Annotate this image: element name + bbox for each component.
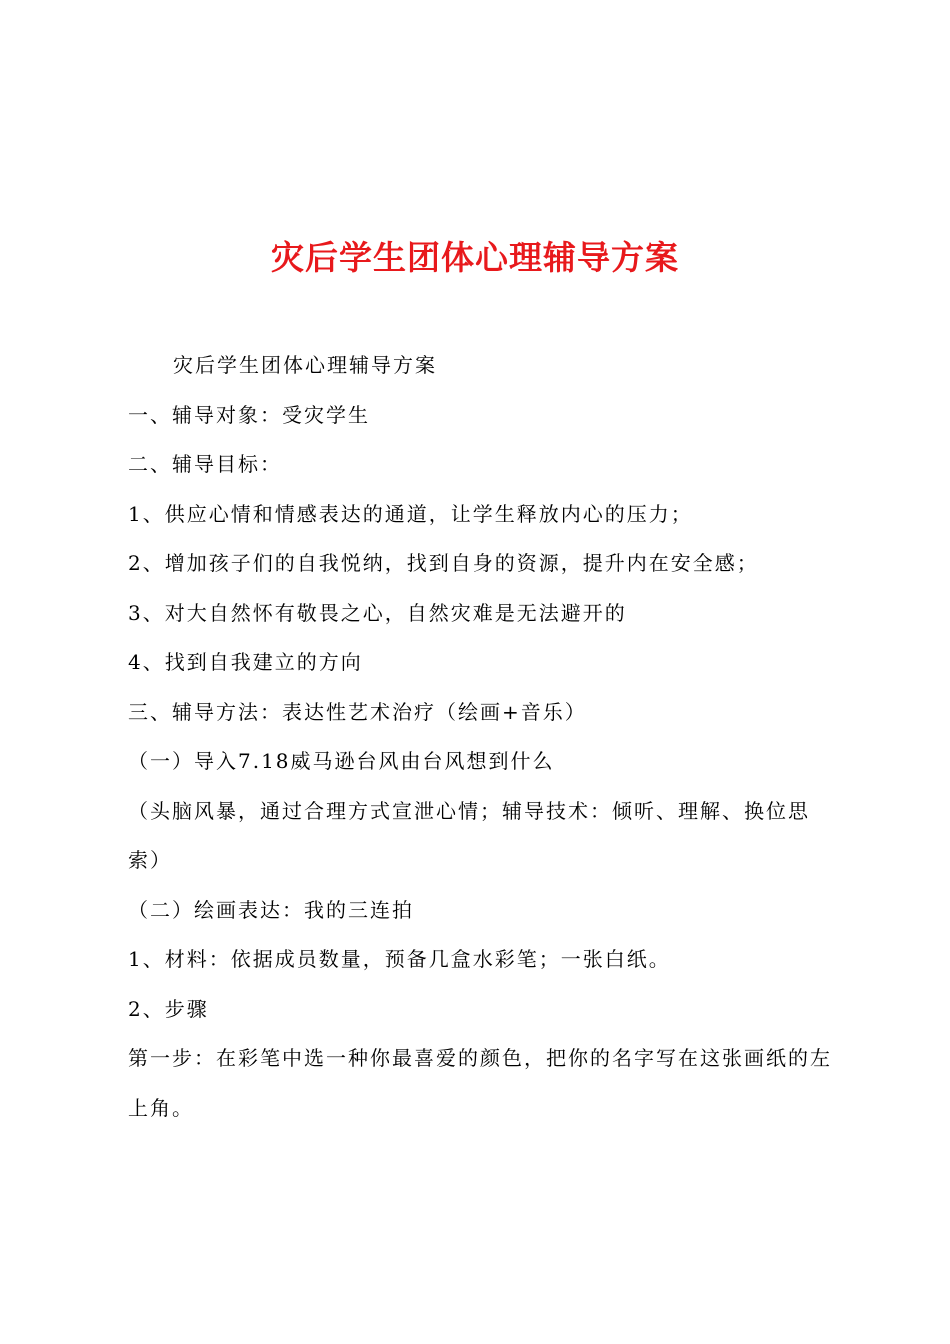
paragraph-steps: 2、步骤 — [128, 996, 209, 1021]
paragraph-goal-4: 4、找到自我建立的方向 — [128, 650, 363, 674]
paragraph-section-1: （一）导入7.18威马逊台风由台风想到什么 — [128, 749, 555, 773]
paragraph-subtitle: 灾后学生团体心理辅导方案 — [173, 353, 437, 377]
paragraph-method-heading: 三、辅导方法：表达性艺术治疗（绘画+音乐） — [128, 699, 587, 724]
paragraph-goal-1: 1、供应心情和情感表达的通道，让学生释放内心的压力； — [128, 501, 693, 526]
paragraph-section-2: （二）绘画表达：我的三连拍 — [128, 897, 414, 922]
document-body — [128, 341, 832, 1133]
paragraph-goal-3: 3、对大自然怀有敬畏之心，自然灾难是无法避开的 — [128, 600, 627, 625]
paragraph-step-1: 第一步：在彩笔中选一种你最喜爱的颜色，把你的名字写在这张画纸的左上角。 — [128, 1046, 832, 1120]
paragraph-brainstorm: （头脑风暴，通过合理方式宣泄心情；辅导技术：倾听、理解、换位思索） — [128, 798, 810, 872]
paragraph-goals-heading: 二、辅导目标： — [128, 452, 282, 476]
document-title: 灾后学生团体心理辅导方案 — [271, 238, 679, 278]
paragraph-materials: 1、材料：依据成员数量，预备几盒水彩笔；一张白纸。 — [128, 947, 671, 971]
paragraph-goal-2: 2、增加孩子们的自我悦纳，找到自身的资源，提升内在安全感； — [128, 551, 759, 575]
paragraph-target: 一、辅导对象：受灾学生 — [128, 402, 370, 427]
